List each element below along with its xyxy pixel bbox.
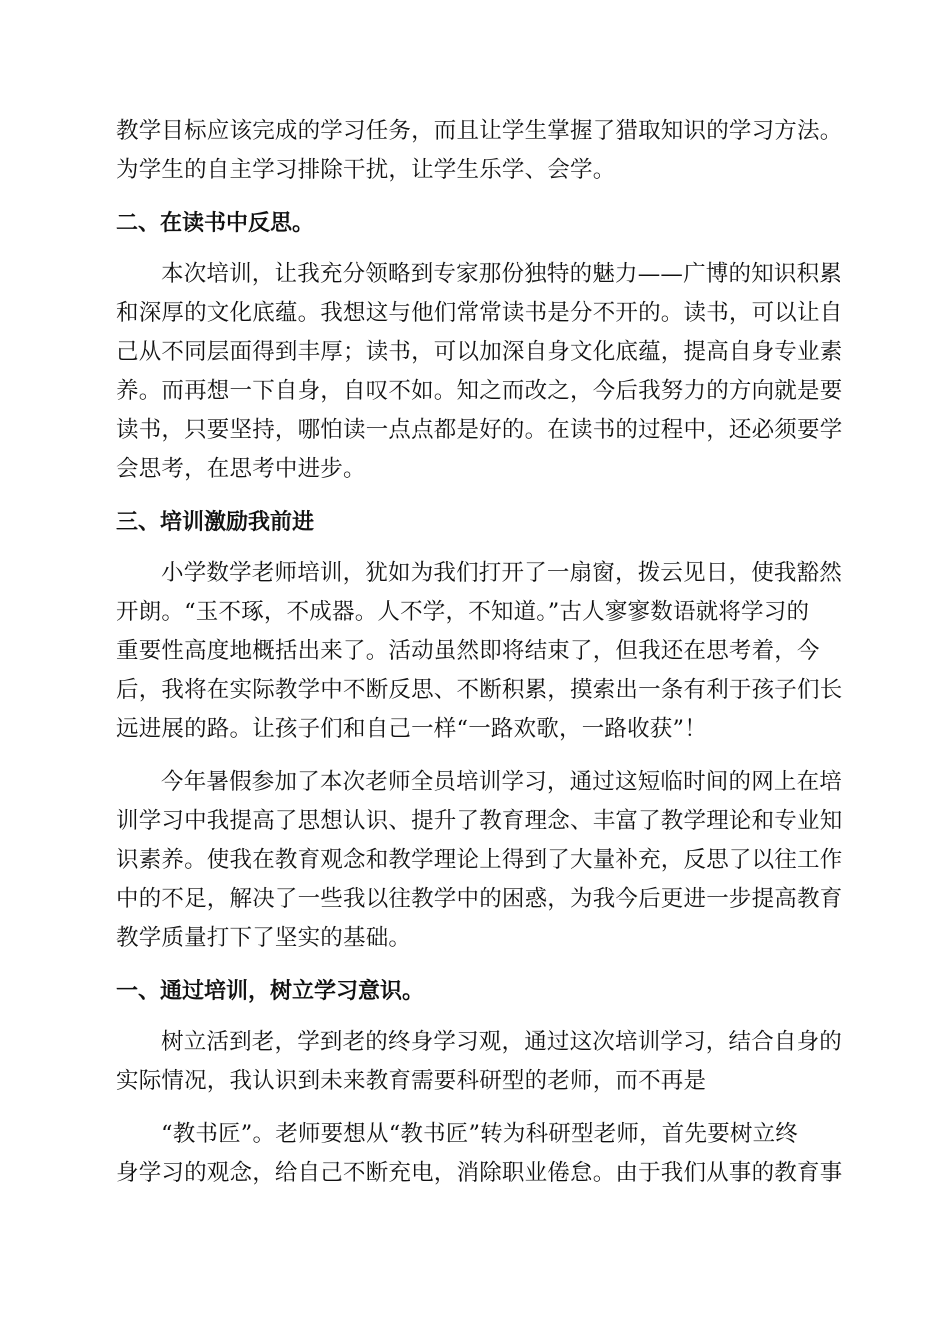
text-line: 今年暑假参加了本次老师全员培训学习，通过这短临时间的网上在培 <box>161 769 843 795</box>
section-heading: 三、培训激励我前进 <box>116 510 315 535</box>
text-line: 本次培训，让我充分领略到专家那份独特的魅力——广博的知识积累 <box>161 261 843 287</box>
text-line: 重要性高度地概括出来了。活动虽然即将结束了，但我还在思考着，今 <box>116 638 820 664</box>
text-line: 树立活到老，学到老的终身学习观，通过这次培训学习，结合自身的 <box>161 1029 843 1055</box>
section-heading: 二、在读书中反思。 <box>116 211 315 236</box>
text-line: 中的不足，解决了一些我以往教学中的困惑，为我今后更进一步提高教育 <box>116 886 843 912</box>
text-line: 远进展的路。让孩子们和自己一样“一路欢歌，一路收获”！ <box>116 716 707 742</box>
text-line: 读书，只要坚持，哪怕读一点点都是好的。在读书的过程中，还必须要学 <box>116 417 843 443</box>
text-line: 己从不同层面得到丰厚；读书，可以加深自身文化底蕴，提高自身专业素 <box>116 339 843 365</box>
paragraph <box>116 1115 843 1193</box>
text-line: 训学习中我提高了思想认识、提升了教育理念、丰富了教学理论和专业知 <box>116 808 843 834</box>
text-line: 身学习的观念，给自己不断充电，消除职业倦怠。由于我们从事的教育事 <box>116 1160 843 1186</box>
text-line: 开朗。“玉不琢，不成器。人不学，不知道。”古人寥寥数语就将学习的 <box>116 599 810 625</box>
text-line: 教学目标应该完成的学习任务，而且让学生掌握了猎取知识的学习方法。 <box>116 118 843 144</box>
text-line: 识素养。使我在教育观念和教学理论上得到了大量补充，反思了以往工作 <box>116 847 843 873</box>
text-line: 实际情况，我认识到未来教育需要科研型的老师，而不再是 <box>116 1068 707 1094</box>
text-line: 后，我将在实际教学中不断反思、不断积累，摸索出一条有利于孩子们长 <box>116 677 843 703</box>
paragraph <box>116 763 843 958</box>
paragraph <box>116 554 843 749</box>
text-line: 为学生的自主学习排除干扰，让学生乐学、会学。 <box>116 157 616 183</box>
paragraph <box>116 255 843 489</box>
document-page <box>116 112 843 1193</box>
section-heading: 一、通过培训，树立学习意识。 <box>116 979 425 1004</box>
paragraph <box>116 112 843 190</box>
paragraph <box>116 1023 843 1101</box>
text-line: 会思考，在思考中进步。 <box>116 456 366 482</box>
text-line: 和深厚的文化底蕴。我想这与他们常常读书是分不开的。读书，可以让自 <box>116 300 843 326</box>
text-line: 小学数学老师培训，犹如为我们打开了一扇窗，拨云见日，使我豁然 <box>161 560 843 586</box>
text-line: “教书匠”。老师要想从“教书匠”转为科研型老师，首先要树立终 <box>161 1121 799 1147</box>
text-line: 教学质量打下了坚实的基础。 <box>116 925 412 951</box>
text-line: 养。而再想一下自身，自叹不如。知之而改之，今后我努力的方向就是要 <box>116 378 843 404</box>
